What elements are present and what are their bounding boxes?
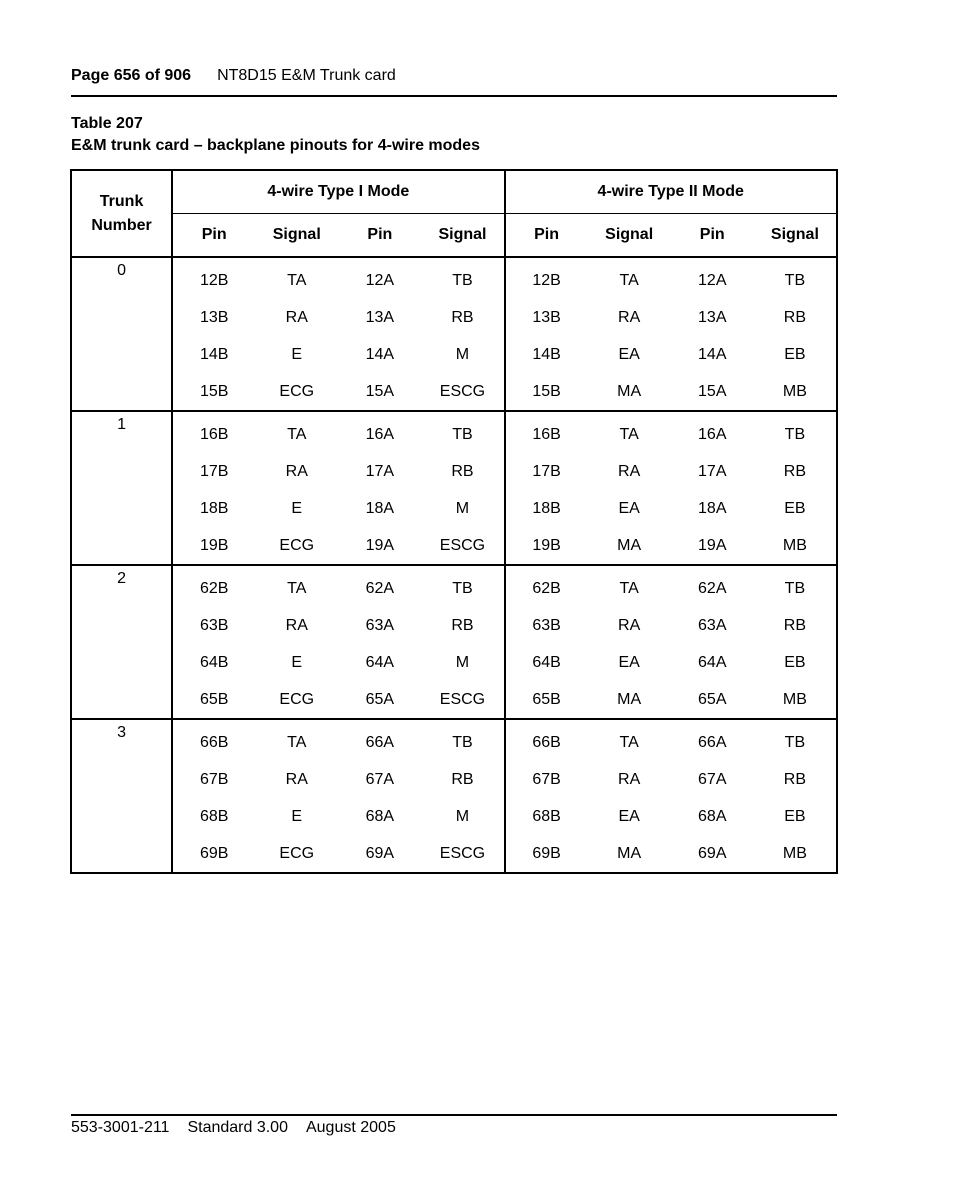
signal-cell: TA (255, 565, 338, 607)
signal-cell: MB (782, 536, 807, 554)
pin-cell: 15B (199, 382, 229, 400)
signal-cell: MA (617, 844, 642, 862)
pin-cell: 64B (532, 653, 561, 671)
signal-cell: RA (285, 770, 308, 788)
pin-cell: 19A (365, 536, 395, 554)
signal-cell: M (421, 336, 504, 373)
table-row (71, 835, 837, 873)
signal-cell: E (291, 807, 303, 825)
pin-cell: 64B (199, 653, 229, 671)
signal-cell: TA (588, 411, 671, 453)
signal-cell: RA (285, 308, 308, 326)
pinout-table (70, 169, 838, 874)
pin-cell: 69A (698, 844, 727, 862)
pin-cell: 16A (338, 411, 421, 453)
signal-cell: RA (618, 308, 641, 326)
pin-cell: 67B (199, 770, 229, 788)
signal-cell: EB (784, 653, 806, 671)
column-header: Pin (671, 214, 754, 258)
table-row (71, 719, 837, 761)
signal-cell: ESCG (421, 373, 504, 411)
pin-cell: 68A (365, 807, 395, 825)
pinout-table-body (71, 257, 837, 873)
table-caption (71, 113, 480, 157)
table-row (71, 527, 837, 565)
table-title: E&M trunk card – backplane pinouts for 4-wire modes (71, 137, 480, 154)
pin-cell: 63B (532, 616, 561, 634)
pin-cell: 64A (698, 653, 727, 671)
trunk-number-cell: 3 (71, 719, 172, 873)
pin-cell: 12B (172, 257, 255, 299)
column-header: Signal (754, 214, 837, 258)
signal-cell: TB (754, 411, 837, 453)
table-row (71, 798, 837, 835)
pin-cell: 62B (505, 565, 588, 607)
table-row (71, 761, 837, 798)
pin-cell: 14A (365, 345, 395, 363)
pin-cell: 18B (199, 499, 229, 517)
pin-cell: 63A (698, 616, 727, 634)
trunk-number-cell: 1 (71, 411, 172, 565)
signal-cell: RB (783, 462, 807, 480)
pin-cell: 68B (532, 807, 561, 825)
signal-cell: M (421, 490, 504, 527)
pin-cell: 17B (532, 462, 561, 480)
pin-cell: 13A (698, 308, 727, 326)
column-header: Signal (255, 214, 338, 258)
table-row (71, 299, 837, 336)
signal-cell: TB (421, 565, 504, 607)
signal-cell: ECG (279, 844, 315, 862)
pin-cell: 64A (365, 653, 395, 671)
column-header: Pin (338, 214, 421, 258)
signal-cell: E (291, 499, 303, 517)
pin-cell: 69B (532, 844, 561, 862)
signal-cell: E (291, 345, 303, 363)
pin-cell: 67A (698, 770, 727, 788)
signal-cell: ECG (279, 382, 315, 400)
pin-cell: 13B (199, 308, 229, 326)
footer-rule (71, 1114, 837, 1116)
page-number: Page 656 of 906 (71, 67, 192, 84)
signal-cell: MB (782, 382, 807, 400)
pin-cell: 19B (532, 536, 561, 554)
pin-cell: 12A (671, 257, 754, 299)
signal-cell: TA (255, 719, 338, 761)
signal-cell: MA (617, 382, 642, 400)
signal-cell: ESCG (421, 527, 504, 565)
table-row (71, 644, 837, 681)
signal-cell: RA (285, 462, 308, 480)
pin-cell: 17A (698, 462, 727, 480)
signal-cell: ECG (279, 690, 315, 708)
signal-cell: RB (421, 299, 504, 336)
pin-cell: 14B (199, 345, 229, 363)
pin-cell: 69A (365, 844, 395, 862)
mode-type-ii-header: 4-wire Type II Mode (505, 170, 837, 214)
table-row (71, 490, 837, 527)
signal-cell: EA (618, 345, 640, 363)
pin-cell: 15A (698, 382, 727, 400)
pin-cell: 16B (505, 411, 588, 453)
pin-cell: 19A (698, 536, 727, 554)
signal-cell: RA (618, 770, 641, 788)
pin-cell: 62A (338, 565, 421, 607)
signal-cell: RA (618, 462, 641, 480)
pin-cell: 19B (199, 536, 229, 554)
signal-cell: ESCG (421, 681, 504, 719)
pin-cell: 66A (671, 719, 754, 761)
column-header: Signal (421, 214, 504, 258)
doc-number: 553-3001-211 (71, 1119, 170, 1136)
table-row (71, 373, 837, 411)
signal-cell: TA (255, 411, 338, 453)
pin-cell: 65A (698, 690, 727, 708)
signal-cell: RB (783, 308, 807, 326)
signal-cell: EA (618, 499, 640, 517)
publication-date: August 2005 (305, 1119, 396, 1136)
column-header: Signal (588, 214, 671, 258)
pin-cell: 15B (532, 382, 561, 400)
column-header: Pin (505, 214, 588, 258)
signal-cell: TA (588, 719, 671, 761)
pin-cell: 13A (365, 308, 395, 326)
signal-cell: RA (618, 616, 641, 634)
signal-cell: E (291, 653, 303, 671)
pin-cell: 65B (199, 690, 229, 708)
column-header: Pin (172, 214, 255, 258)
pin-cell: 69B (199, 844, 229, 862)
document-title: NT8D15 E&M Trunk card (217, 67, 396, 84)
table-number: Table 207 (71, 115, 143, 132)
table-row (71, 411, 837, 453)
header-rule (71, 95, 837, 97)
pin-cell: 66B (505, 719, 588, 761)
pin-cell: 68A (698, 807, 727, 825)
table-row (71, 453, 837, 490)
table-row (71, 336, 837, 373)
pin-cell: 17B (199, 462, 229, 480)
signal-cell: EB (784, 345, 806, 363)
signal-cell: EA (618, 653, 640, 671)
mode-type-i-header: 4-wire Type I Mode (172, 170, 504, 214)
pin-cell: 17A (365, 462, 395, 480)
pin-cell: 62A (671, 565, 754, 607)
signal-cell: RB (421, 761, 504, 798)
signal-cell: TB (421, 257, 504, 299)
signal-cell: TA (588, 565, 671, 607)
pin-cell: 16B (172, 411, 255, 453)
pin-cell: 16A (671, 411, 754, 453)
pin-cell: 63B (199, 616, 229, 634)
signal-cell: RB (421, 607, 504, 644)
signal-cell: TA (588, 257, 671, 299)
standard-version: Standard 3.00 (187, 1119, 288, 1136)
pin-cell: 15A (365, 382, 395, 400)
signal-cell: TB (754, 719, 837, 761)
pin-cell: 14A (698, 345, 727, 363)
signal-cell: TB (421, 411, 504, 453)
pin-cell: 18B (532, 499, 561, 517)
signal-cell: TB (754, 257, 837, 299)
pin-cell: 13B (532, 308, 561, 326)
pin-cell: 12B (505, 257, 588, 299)
pin-cell: 65B (532, 690, 561, 708)
pin-cell: 14B (532, 345, 561, 363)
pin-cell: 65A (365, 690, 395, 708)
trunk-number-cell: 2 (71, 565, 172, 719)
signal-cell: MB (782, 844, 807, 862)
signal-cell: TB (421, 719, 504, 761)
signal-cell: RB (783, 770, 807, 788)
pin-cell: 68B (199, 807, 229, 825)
signal-cell: RA (285, 616, 308, 634)
signal-cell: EA (618, 807, 640, 825)
signal-cell: RB (783, 616, 807, 634)
pin-cell: 66B (172, 719, 255, 761)
pin-cell: 18A (698, 499, 727, 517)
trunk-number-header (71, 170, 172, 257)
pin-cell: 18A (365, 499, 395, 517)
table-row (71, 607, 837, 644)
signal-cell: MA (617, 536, 642, 554)
signal-cell: TB (754, 565, 837, 607)
pin-cell: 66A (338, 719, 421, 761)
trunk-header-line1: Trunk (99, 192, 144, 210)
pin-cell: 67B (532, 770, 561, 788)
signal-cell: MB (782, 690, 807, 708)
table-row (71, 565, 837, 607)
signal-cell: RB (421, 453, 504, 490)
table-row (71, 257, 837, 299)
signal-cell: EB (784, 499, 806, 517)
signal-cell: EB (784, 807, 806, 825)
pin-cell: 67A (365, 770, 395, 788)
pin-cell: 12A (338, 257, 421, 299)
signal-cell: M (421, 798, 504, 835)
signal-cell: MA (617, 690, 642, 708)
trunk-header-line2: Number (91, 216, 152, 234)
signal-cell: TA (255, 257, 338, 299)
signal-cell: ECG (279, 536, 315, 554)
pin-cell: 62B (172, 565, 255, 607)
page-footer (71, 1118, 414, 1138)
table-row (71, 681, 837, 719)
signal-cell: M (421, 644, 504, 681)
trunk-number-cell: 0 (71, 257, 172, 411)
signal-cell: ESCG (421, 835, 504, 873)
pin-cell: 63A (365, 616, 395, 634)
page-header (71, 66, 836, 86)
